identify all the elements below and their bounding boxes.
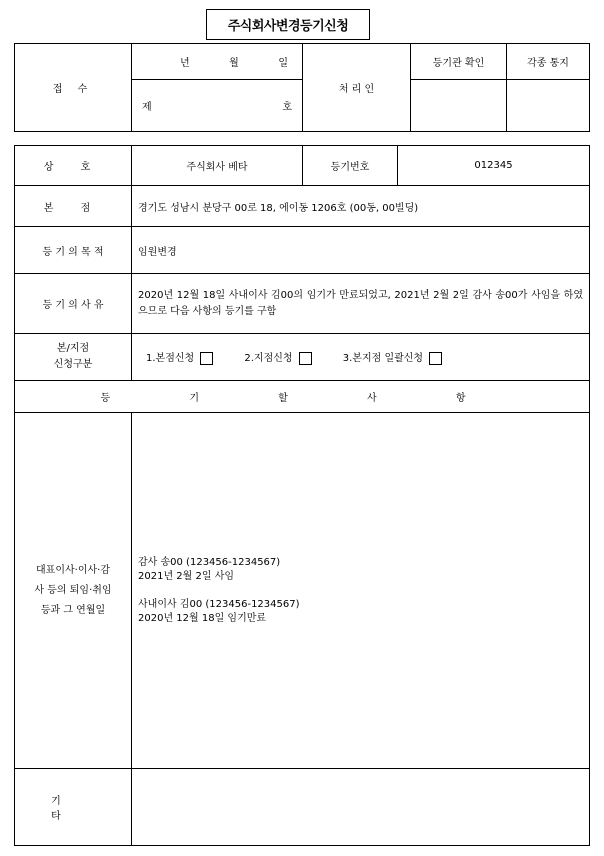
main-table: [14, 145, 590, 846]
reason-value: 2020년 12월 18일 사내이사 김00의 임기가 만료되었고, 2021년 2월 2일 감사 송00가 사임을 하였으므로 다음 사항의 등기를 구함: [132, 274, 590, 334]
day-label: 일: [278, 58, 288, 69]
registrar-check-cell: [411, 80, 507, 132]
matters-line: 감사 송00 (123456-1234567): [138, 556, 281, 568]
registrar-check-label: 등기관 확인: [411, 44, 507, 80]
other-label: 기 타: [15, 769, 132, 846]
matters-line: 2020년 12월 18일 임기만료: [138, 612, 267, 624]
branch-type-label-line1: 본/지점: [56, 343, 90, 354]
matters-line: 사내이사 김00 (123456-1234567): [138, 598, 300, 610]
option-hq-label: 1.본점신청: [146, 353, 195, 365]
receipt-label: 접 수: [15, 44, 132, 132]
matters-value: [132, 413, 590, 769]
matters-header: 등 기 할 사 항: [15, 381, 590, 413]
company-name-value: 주식회사 베타: [132, 146, 303, 186]
branch-type-label: [15, 334, 132, 381]
option-both-label: 3.본지점 일괄신청: [342, 353, 424, 365]
purpose-label: 등 기 의 목 적: [15, 227, 132, 274]
company-name-label: 상 호: [15, 146, 132, 186]
option-branch-checkbox[interactable]: [299, 352, 312, 365]
matters-label-line3: 등과 그 연월일: [40, 604, 106, 616]
branch-type-label-line2: 신청구분: [53, 359, 93, 370]
matters-line: 2021년 2월 2일 사임: [138, 570, 235, 582]
matters-label-line2: 사 등의 퇴임·취임: [34, 584, 112, 596]
receipt-table: [14, 43, 590, 132]
month-label: 월: [229, 58, 239, 69]
matters-label: [15, 413, 132, 769]
other-value: [132, 769, 590, 846]
receipt-number: [132, 80, 303, 132]
option-branch-label: 2.지점신청: [244, 353, 293, 365]
reg-number-value: 012345: [398, 146, 590, 186]
number-prefix: 제: [142, 102, 152, 113]
option-both-checkbox[interactable]: [429, 352, 442, 365]
branch-type-options: [132, 334, 590, 381]
hq-value: 경기도 성남시 분당구 00로 18, 에이동 1206호 (00동, 00빌딩): [132, 186, 590, 227]
hq-label: 본 점: [15, 186, 132, 227]
reg-number-label: 등기번호: [303, 146, 398, 186]
matters-label-line1: 대표이사·이사·감: [36, 564, 110, 576]
option-hq-checkbox[interactable]: [200, 352, 213, 365]
year-label: 년: [180, 58, 190, 69]
matters-line: [138, 584, 589, 598]
notices-label: 각종 통지: [507, 44, 590, 80]
page-title: 주식회사변경등기신청: [206, 9, 370, 40]
number-suffix: 호: [282, 102, 292, 113]
handler-label: 처 리 인: [303, 44, 411, 132]
receipt-date: [132, 44, 303, 80]
reason-label: 등 기 의 사 유: [15, 274, 132, 334]
purpose-value: 임원변경: [132, 227, 590, 274]
notices-cell: [507, 80, 590, 132]
